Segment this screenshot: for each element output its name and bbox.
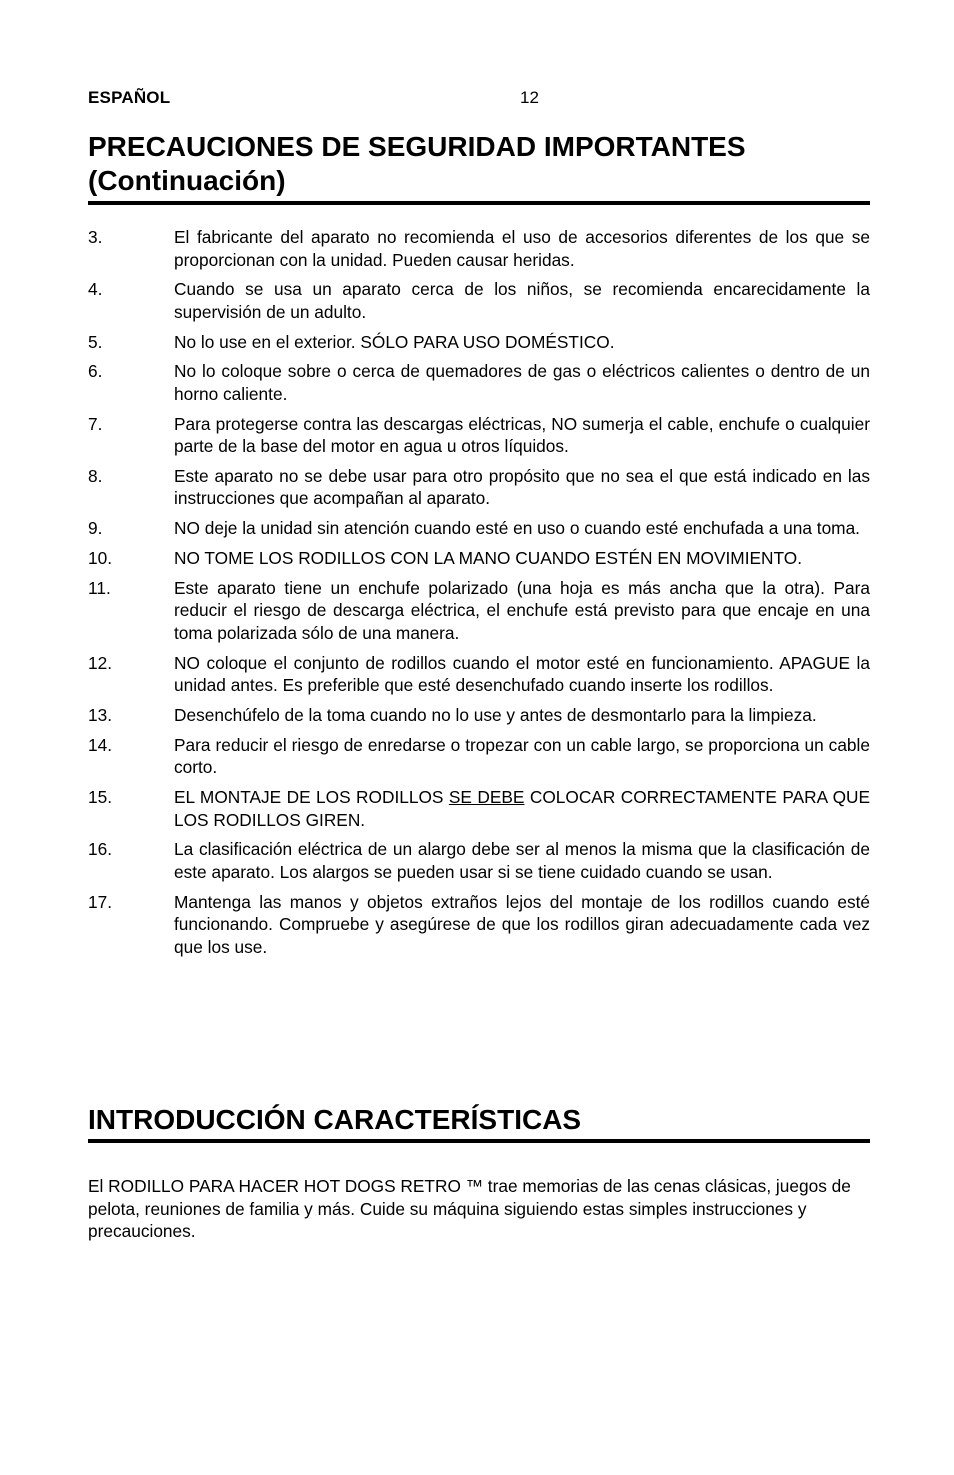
item-text: La clasificación eléctrica de un alargo debe ser al menos la misma que la clasificación de este aparato. Los alargos se pueden usar si se tiene cuidado cuando se usan. bbox=[174, 839, 870, 882]
list-item bbox=[88, 577, 870, 645]
item-number: 3. bbox=[88, 227, 103, 247]
list-item bbox=[88, 838, 870, 883]
item-text: Mantenga las manos y objetos extraños lejos del montaje de los rodillos cuando esté funcionando. Compruebe y asegúrese de que los rodillos giran adecuadamente cada vez que los use. bbox=[174, 891, 870, 957]
item-number: 15. bbox=[88, 787, 113, 808]
item-number: 12. bbox=[88, 652, 113, 673]
list-item bbox=[88, 331, 870, 354]
item-text: Para reducir el riesgo de enredarse o tropezar con un cable largo, se proporciona un cable corto. bbox=[174, 734, 870, 778]
intro-paragraph: El RODILLO PARA HACER HOT DOGS RETRO ™ trae memorias de las cenas clásicas, juegos de pelota, reuniones de familia y más. Cuide su máquina siguiendo estas simples instrucciones y precauciones. bbox=[88, 1176, 851, 1241]
item-number: 9. bbox=[88, 518, 103, 539]
item-text-after: COLOCAR CORRECTAMENTE PARA QUE LOS RODILLOS GIREN. bbox=[174, 787, 871, 830]
item-text bbox=[174, 787, 870, 830]
item-number: 5. bbox=[88, 331, 103, 352]
list-item bbox=[88, 652, 870, 697]
item-text: No lo use en el exterior. SÓLO PARA USO DOMÉSTICO. bbox=[174, 331, 615, 352]
item-text: Desenchúfelo de la toma cuando no lo use y antes de desmontarlo para la limpieza. bbox=[174, 704, 817, 725]
item-text-before: EL MONTAJE DE LOS RODILLOS bbox=[174, 787, 449, 808]
safety-title-line-1: PRECAUCIONES DE SEGURIDAD IMPORTANTES bbox=[88, 131, 746, 162]
item-text: No lo coloque sobre o cerca de quemadores de gas o eléctricos calientes o dentro de un horno caliente. bbox=[174, 361, 870, 404]
list-item bbox=[88, 547, 870, 570]
item-text: NO TOME LOS RODILLOS CON LA MANO CUANDO ESTÉN EN MOVIMIENTO. bbox=[174, 548, 802, 569]
item-number: 11. bbox=[88, 577, 111, 598]
list-item bbox=[88, 413, 870, 458]
list-item bbox=[88, 786, 870, 831]
language-label: ESPAÑOL bbox=[88, 88, 171, 107]
list-item bbox=[88, 465, 870, 510]
item-text: Cuando se usa un aparato cerca de los niños, se recomienda encarecidamente la supervisión de un adulto. bbox=[174, 279, 870, 322]
item-text: Este aparato tiene un enchufe polarizado (una hoja es más ancha que la otra). Para reducir el riesgo de descarga eléctrica, el enchufe está previsto para que encaje en una toma polarizada sólo de una manera. bbox=[174, 577, 870, 643]
item-number: 7. bbox=[88, 413, 103, 434]
item-text: NO deje la unidad sin atención cuando esté en uso o cuando esté enchufada a una toma. bbox=[174, 518, 860, 539]
item-number: 10. bbox=[88, 548, 113, 569]
list-item bbox=[88, 734, 870, 779]
intro-section-title: INTRODUCCIÓN CARACTERÍSTICAS bbox=[88, 1103, 870, 1143]
list-item bbox=[88, 360, 870, 405]
item-text: NO coloque el conjunto de rodillos cuando el motor esté en funcionamiento. APAGUE la unidad antes. Es preferible que esté desenchufado cuando inserte los rodillos. bbox=[174, 652, 870, 696]
list-item bbox=[88, 891, 870, 959]
item-number: 6. bbox=[88, 361, 103, 382]
item-text-underlined: SE DEBE bbox=[448, 787, 525, 808]
item-number: 13. bbox=[88, 704, 113, 725]
item-number: 8. bbox=[88, 465, 103, 486]
list-item bbox=[88, 226, 870, 271]
list-item bbox=[88, 278, 870, 323]
item-text: El fabricante del aparato no recomienda el uso de accesorios diferentes de los que se proporcionan con la unidad. Pueden causar heridas. bbox=[174, 227, 870, 270]
item-number: 4. bbox=[88, 279, 103, 300]
safety-title-line-2: (Continuación) bbox=[88, 165, 286, 196]
list-item bbox=[88, 517, 870, 540]
page-number: 12 bbox=[520, 88, 539, 107]
item-text: Este aparato no se debe usar para otro propósito que no sea el que está indicado en las instrucciones que acompañan al aparato. bbox=[174, 465, 870, 509]
item-number: 16. bbox=[88, 839, 113, 860]
item-number: 17. bbox=[88, 891, 113, 912]
safety-section-title bbox=[88, 130, 870, 205]
safety-precautions-list bbox=[88, 226, 870, 965]
item-text: Para protegerse contra las descargas eléctricas, NO sumerja el cable, enchufe o cualquier parte de la base del motor en agua u otros líquidos. bbox=[174, 413, 870, 457]
list-item bbox=[88, 704, 870, 727]
item-number: 14. bbox=[88, 734, 113, 755]
